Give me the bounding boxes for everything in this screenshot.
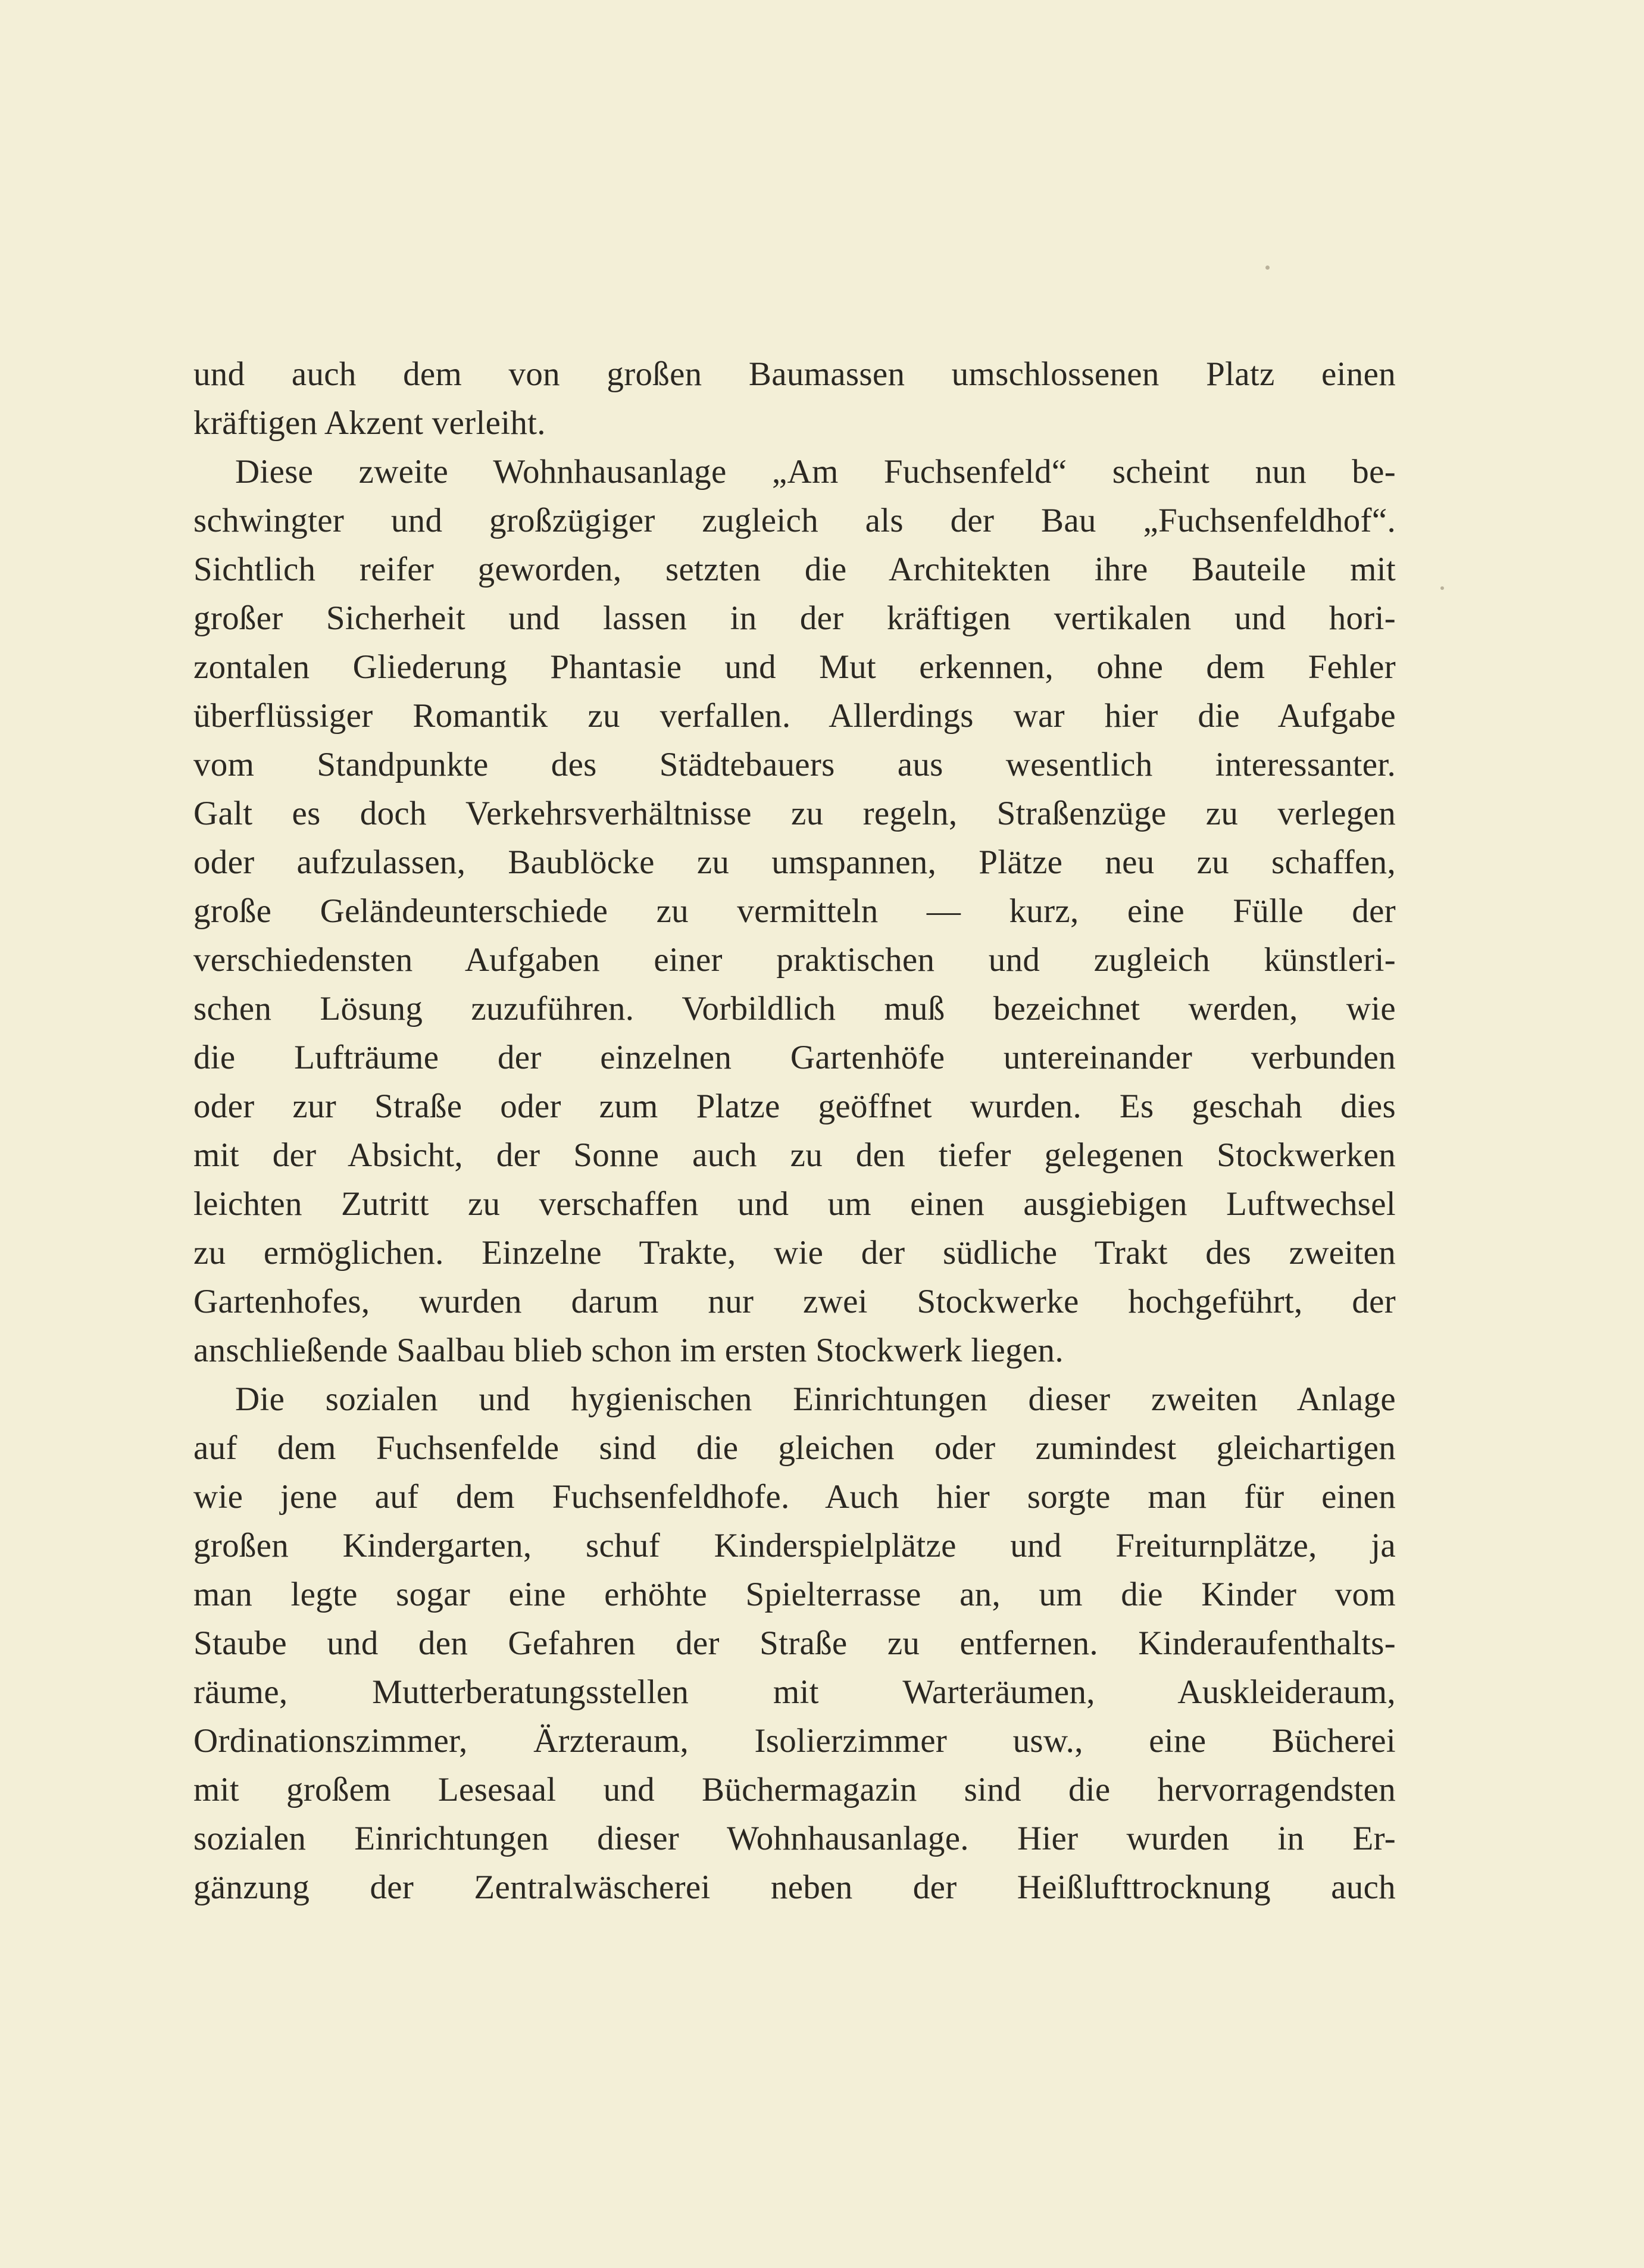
body-text [193, 350, 1396, 1912]
text-line: mit der Absicht, der Sonne auch zu den tiefer gelegenen Stockwerken [193, 1136, 1396, 1174]
text-line: überflüssiger Romantik zu verfallen. Allerdings war hier die Aufgabe [193, 697, 1396, 735]
text-line: Sichtlich reifer geworden, setzten die Architekten ihre Bauteile mit [193, 551, 1396, 588]
text-line: schen Lösung zuzuführen. Vorbildlich muß bezeichnet werden, wie [193, 990, 1396, 1027]
text-line: Diese zweite Wohnhausanlage „Am Fuchsenfeld“ scheint nun be- [235, 453, 1396, 491]
text-line: schwingter und großzügiger zugleich als der Bau „Fuchsenfeldhof“. [193, 502, 1396, 539]
text-line: zu ermöglichen. Einzelne Trakte, wie der südliche Trakt des zweiten [193, 1234, 1396, 1272]
text-line: Galt es doch Verkehrsverhältnisse zu regeln, Straßenzüge zu verlegen [193, 795, 1396, 832]
text-line: sozialen Einrichtungen dieser Wohnhausanlage. Hier wurden in Er- [193, 1820, 1396, 1857]
text-line: große Geländeunterschiede zu vermitteln — kurz, eine Fülle der [193, 892, 1396, 930]
paper-speck [1265, 265, 1270, 270]
text-line: man legte sogar eine erhöhte Spielterrasse an, um die Kinder vom [193, 1576, 1396, 1613]
text-line: Staube und den Gefahren der Straße zu entfernen. Kinderaufenthalts- [193, 1625, 1396, 1662]
text-line: großer Sicherheit und lassen in der kräftigen vertikalen und hori- [193, 599, 1396, 637]
text-line: Ordinationszimmer, Ärzteraum, Isolierzimmer usw., eine Bücherei [193, 1722, 1396, 1760]
text-line: mit großem Lesesaal und Büchermagazin sind die hervorragendsten [193, 1771, 1396, 1808]
text-line: großen Kindergarten, schuf Kinderspielplätze und Freiturnplätze, ja [193, 1527, 1396, 1564]
text-line: oder zur Straße oder zum Platze geöffnet wurden. Es geschah dies [193, 1088, 1396, 1125]
text-line: wie jene auf dem Fuchsenfeldhofe. Auch hier sorgte man für einen [193, 1478, 1396, 1516]
text-line: kräftigen Akzent verleiht. [193, 404, 546, 442]
paper-speck [1440, 586, 1444, 590]
text-line: gänzung der Zentralwäscherei neben der Heißlufttrocknung auch [193, 1869, 1396, 1906]
text-line: leichten Zutritt zu verschaffen und um einen ausgiebigen Luftwechsel [193, 1185, 1396, 1223]
text-line: zontalen Gliederung Phantasie und Mut erkennen, ohne dem Fehler [193, 648, 1396, 686]
text-line: räume, Mutterberatungsstellen mit Warteräumen, Auskleideraum, [193, 1673, 1396, 1711]
text-line: und auch dem von großen Baumassen umschlossenen Platz einen [193, 355, 1396, 393]
text-line: verschiedensten Aufgaben einer praktischen und zugleich künstleri- [193, 941, 1396, 979]
paragraph [193, 1375, 1396, 1912]
text-line: Gartenhofes, wurden darum nur zwei Stockwerke hochgeführt, der [193, 1283, 1396, 1320]
text-line: auf dem Fuchsenfelde sind die gleichen oder zumindest gleichartigen [193, 1429, 1396, 1467]
paragraph [193, 448, 1396, 1375]
text-line: vom Standpunkte des Städtebauers aus wesentlich interessanter. [193, 746, 1396, 783]
text-line: anschließende Saalbau blieb schon im ersten Stockwerk liegen. [193, 1332, 1064, 1369]
text-line: Die sozialen und hygienischen Einrichtungen dieser zweiten Anlage [235, 1380, 1396, 1418]
paragraph [193, 350, 1396, 448]
text-line: oder aufzulassen, Baublöcke zu umspannen, Plätze neu zu schaffen, [193, 844, 1396, 881]
text-line: die Lufträume der einzelnen Gartenhöfe untereinander verbunden [193, 1039, 1396, 1076]
